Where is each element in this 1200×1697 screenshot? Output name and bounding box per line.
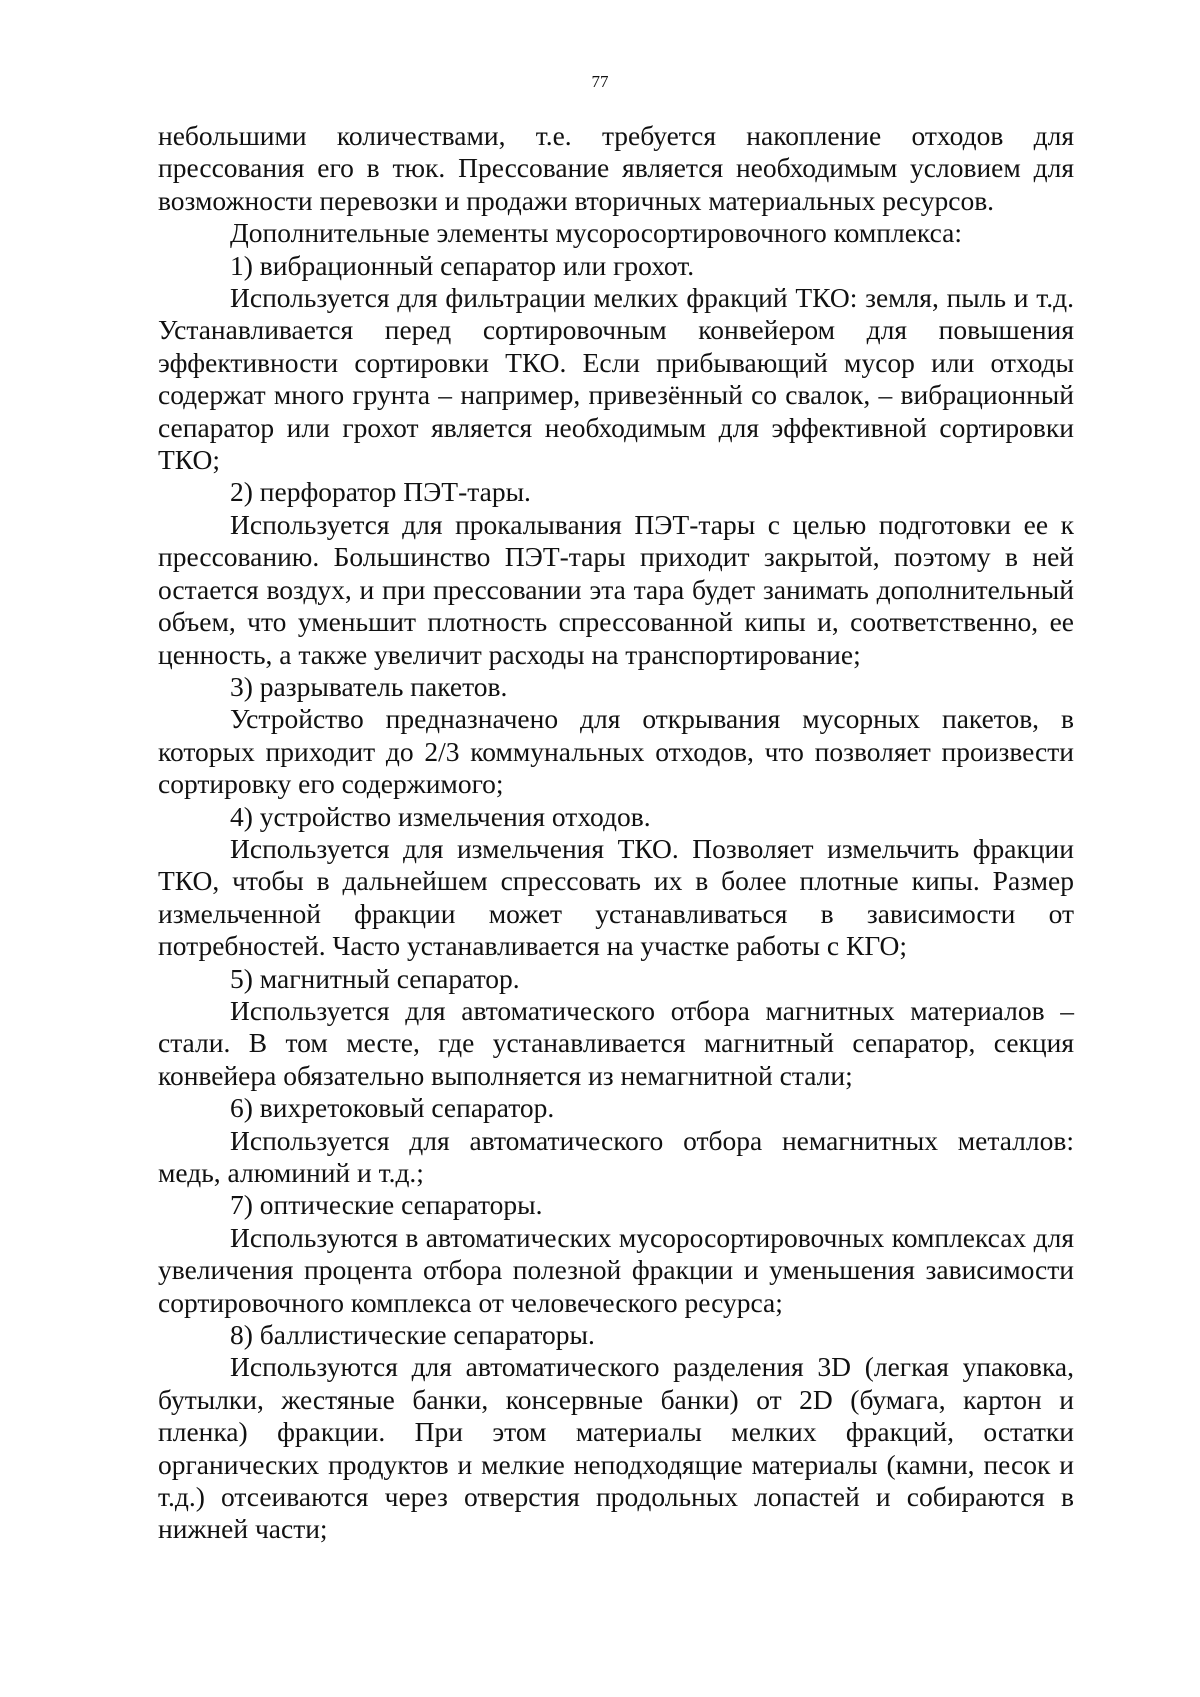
list-item-description: Используется для автоматического отбора немагнитных металлов: медь, алюминий и т.д.;	[158, 1124, 1074, 1188]
section-intro: Дополнительные элементы мусоросортировочного комплекса:	[230, 217, 962, 249]
list-item-heading: 5) магнитный сепаратор.	[230, 962, 520, 994]
list-item-description: Устройство предназначено для открывания мусорных пакетов, в которых приходит до 2/3 коммунальных отходов, что позволяет произвести сортировку его содержимого;	[158, 703, 1074, 800]
page-number: 77	[591, 72, 609, 91]
list-item-description: Используется для измельчения ТКО. Позволяет измельчить фракции ТКО, чтобы в дальнейшем спрессовать их в более плотные кипы. Размер измельченной фракции может устанавливаться в зависимости от потребностей. Часто устанавливается на участке работы с КГО;	[158, 832, 1074, 962]
list-item-heading: 3) разрыватель пакетов.	[230, 670, 508, 702]
list-item-description: Используется для фильтрации мелких фракций ТКО: земля, пыль и т.д. Устанавливается перед сортировочным конвейером для повышения эффективности сортировки ТКО. Если прибывающий мусор или отходы содержат много грунта – например, привезённый со свалок, – вибрационный сепаратор или грохот является необходимым для эффективной сортировки ТКО;	[158, 282, 1074, 476]
document-body	[158, 120, 1074, 1546]
list-item-heading: 4) устройство измельчения отходов.	[230, 800, 651, 832]
list-item-description: Используется для автоматического отбора магнитных материалов – стали. В том месте, где устанавливается магнитный сепаратор, секция конвейера обязательно выполняется из немагнитной стали;	[158, 994, 1074, 1091]
list-item-heading: 1) вибрационный сепаратор или грохот.	[230, 249, 695, 281]
paragraph-continuation: небольшими количествами, т.е. требуется накопление отходов для прессования его в тюк. Прессование является необходимым условием для возможности перевозки и продажи вторичных материальных ресурсов.	[158, 120, 1074, 216]
list-item-heading: 8) баллистические сепараторы.	[230, 1319, 595, 1351]
list-item-heading: 6) вихретоковый сепаратор.	[230, 1092, 555, 1124]
list-item-description: Используется для прокалывания ПЭТ-тары с целью подготовки ее к прессованию. Большинство ПЭТ-тары приходит закрытой, поэтому в ней остается воздух, и при прессовании эта тара будет занимать дополнительный объем, что уменьшит плотность спрессованной кипы и, соответственно, ее ценность, а также увеличит расходы на транспортирование;	[158, 508, 1074, 670]
list-item-heading: 7) оптические сепараторы.	[230, 1189, 543, 1221]
list-item-description: Используются в автоматических мусоросортировочных комплексах для увеличения процента отбора полезной фракции и уменьшения зависимости сортировочного комплекса от человеческого ресурса;	[158, 1221, 1074, 1318]
list-item-heading: 2) перфоратор ПЭТ-тары.	[230, 476, 531, 508]
list-item-description: Используются для автоматического разделения 3D (легкая упаковка, бутылки, жестяные банки, консервные банки) от 2D (бумага, картон и пленка) фракции. При этом материалы мелких фракций, остатки органических продуктов и мелкие неподходящие материалы (камни, песок и т.д.) отсеиваются через отверстия продольных лопастей и собираются в нижней части;	[158, 1351, 1074, 1545]
